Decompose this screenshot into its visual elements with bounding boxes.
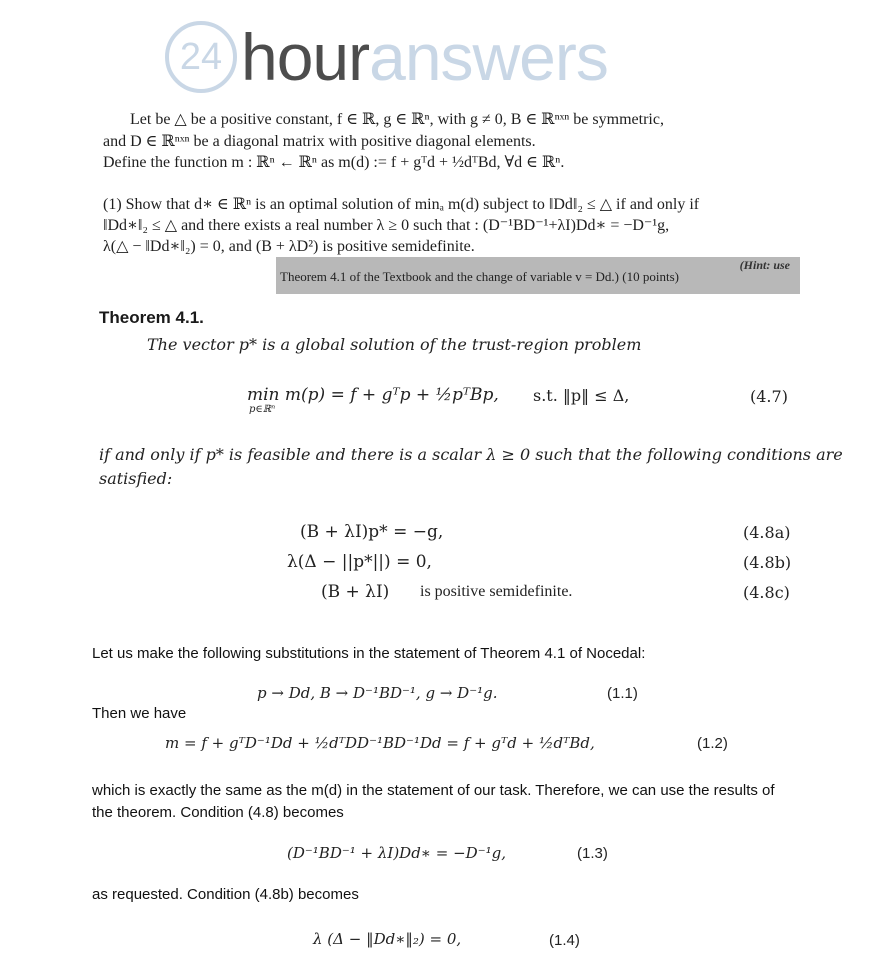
equation-number-4-7: (4.7) (750, 387, 788, 406)
equation-number-1-3: (1.3) (577, 845, 608, 862)
equation-4-7: min m(p) = f + gᵀp + ½pᵀBp, (247, 385, 499, 405)
equation-4-7-constraint: s.t. ‖p‖ ≤ Δ, (533, 386, 630, 405)
equation-number-4-8c: (4.8c) (743, 583, 790, 602)
problem-line-3: Define the function m : ℝⁿ ← ℝⁿ as m(d) := f + gᵀd + ½dᵀBd, ∀d ∈ ℝⁿ. (103, 154, 565, 171)
equation-1-1: p → Dd, B → D⁻¹BD⁻¹, g → D⁻¹g. (257, 684, 498, 702)
equation-number-1-1: (1.1) (607, 685, 638, 702)
equation-number-4-8a: (4.8a) (743, 523, 791, 542)
equation-1-2: m = f + gᵀD⁻¹Dd + ½dᵀDD⁻¹BD⁻¹Dd = f + gᵀd + ½dᵀBd, (165, 734, 595, 752)
answer-which-line-1: which is exactly the same as the m(d) in the statement of our task. Therefore, we can use the results of (92, 782, 775, 799)
hint-line-2: Theorem 4.1 of the Textbook and the change of variable v = Dd.) (10 points) (280, 269, 679, 284)
hint-box (276, 257, 800, 294)
equation-4-8c-text: is positive semidefinite. (420, 583, 573, 600)
theorem-title: Theorem 4.1. (99, 308, 204, 327)
equation-4-8a: (B + λI)p* = −g, (300, 522, 444, 542)
watermark-logo (165, 18, 608, 96)
equation-1-3: (D⁻¹BD⁻¹ + λI)Dd∗ = −D⁻¹g, (287, 844, 507, 862)
answer-which-line-2: the theorem. Condition (4.8) becomes (92, 804, 344, 821)
answer-intro: Let us make the following substitutions in the statement of Theorem 4.1 of Nocedal: (92, 645, 646, 662)
equation-4-8c-matrix: (B + λI) (321, 582, 390, 602)
logo-circle: 24 (165, 21, 237, 93)
hint-line-1: (Hint: use (739, 258, 790, 272)
question-line-1: (1) Show that d∗ ∈ ℝⁿ is an optimal solution of minₐ m(d) subject to ‖Dd‖₂ ≤ △ if and only if (103, 196, 700, 213)
question-line-2: ‖Dd∗‖₂ ≤ △ and there exists a real number λ ≥ 0 such that : (D⁻¹BD⁻¹+λI)Dd∗ = −D⁻¹g, (103, 217, 670, 234)
logo-word-hour: hour (241, 20, 370, 94)
answer-requested: as requested. Condition (4.8b) becomes (92, 886, 359, 903)
theorem-conditions-line-1: if and only if p* is feasible and there is a scalar λ ≥ 0 such that the following conditions are (99, 445, 843, 464)
theorem-conditions-line-2: satisfied: (99, 469, 173, 488)
equation-number-1-2: (1.2) (697, 735, 728, 752)
equation-4-8b: λ(Δ − ||p*||) = 0, (287, 552, 432, 572)
question-line-3: λ(△ − ‖Dd∗‖₂) = 0, and (B + λD²) is positive semidefinite. (103, 238, 475, 255)
problem-line-1: Let be △ be a positive constant, f ∈ ℝ, g ∈ ℝⁿ, with g ≠ 0, B ∈ ℝⁿˣⁿ be symmetric, (130, 111, 664, 128)
theorem-statement: The vector p* is a global solution of the trust-region problem (147, 335, 642, 354)
equation-number-4-8b: (4.8b) (743, 553, 792, 572)
equation-number-1-4: (1.4) (549, 932, 580, 949)
logo-word-answers: answers (369, 20, 608, 94)
answer-then: Then we have (92, 705, 187, 722)
equation-1-4: λ (Δ − ‖Dd∗‖₂) = 0, (313, 930, 462, 948)
equation-4-7-subscript: p∈ℝⁿ (249, 404, 276, 415)
problem-line-2: and D ∈ ℝⁿˣⁿ be a diagonal matrix with positive diagonal elements. (103, 133, 536, 150)
